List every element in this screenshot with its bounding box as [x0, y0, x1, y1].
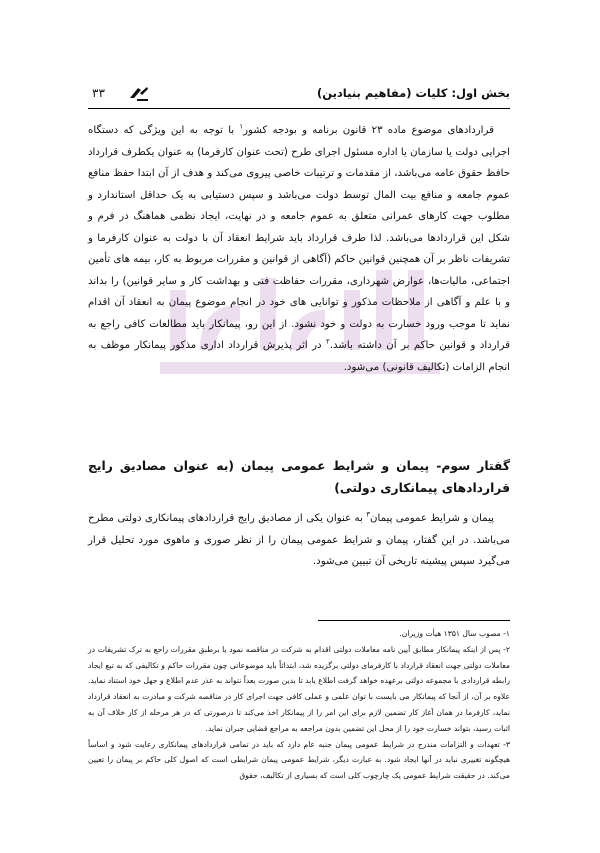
section-text-part: به عنوان یکی از مصادیق رایج قراردادهای پیمانکاری دولتی مطرح می‌باشد. در این گفتار، پیمان و شرایط عمومی پیمان را از نظر صوری و ماهوی مورد تحلیل قرار می‌گیرد سپس پیشینه تاریخی آن تبیین می‌شود.	[88, 513, 510, 567]
footnote-2: ۲- پس از اینکه پیمانکار مطابق آیین نامه معاملات دولتی اقدام به شرکت در مناقصه نمود یا برطبق مقررات راجع به ترک تشریفات در معاملات دولتی جهت انعقاد قرارداد با کارفرمای دولتی برگزیده شد، ابتدائاً باید موضوعاتی چون مقررات حاکم و تکالیفی که به تبع ایجاد رابطه قراردادی با مجموعه دولتی برعهده خواهد گرفت اطلاع یابد تا بدین صورت بعداً نتواند به عذر عدم اطلاع و جهل خود استناد نماید. علاوه بر آن، از آنجا که پیمانکار می بایست با توان علمی و عملی کافی جهت اجرای کار در مناقصه شرکت و مبادرت به انعقاد قرارداد نماید، کارفرما در همان آغاز کار تضمین لازم برای این امر را از پیمانکار اخذ می‌کند تا درصورتی که در هر مرحله از کار خلاف آن به اثبات رسید، بتواند خسارت خود را از محل این تضمین بدون مراجعه به مراجع قضایی جبران نماید.	[88, 644, 510, 733]
section-heading: گفتار سوم- پیمان و شرایط عمومی پیمان (به عنوان مصادیق رایج قراردادهای پیمانکاری دولتی)	[88, 459, 510, 495]
section-text-part: پیمان و شرایط عمومی پیمان	[370, 513, 494, 524]
footnotes	[88, 626, 510, 784]
header-rule	[88, 108, 510, 109]
page-number: ۳۳	[92, 86, 105, 100]
footnote-ref[interactable]: ۱	[239, 122, 244, 131]
body-text-part: در اثر پذیرش قرارداد اداری مذکور پیمانکار موظف به انجام الزامات (تکالیف قانونی) می‌شود.	[88, 340, 510, 373]
footnote-separator	[318, 620, 510, 621]
body-paragraph	[88, 120, 510, 378]
footnote-ref[interactable]: ۲	[326, 337, 330, 346]
footnote-ref[interactable]: ۳	[366, 510, 371, 519]
body-text-part: با توجه به این ویژگی که دستگاه اجرایی دولت یا سازمان یا اداره مسئول اجرای طرح (تحت عنوان کارفرما) به عنوان یکطرف قرارداد حافظ حقوق عامه می‌باشد، از مقدمات و ترتیبات خاصی پیروی می‌کند و هدف از آن ابتدا حفظ منافع عموم جامعه و منافع بیت المال توسط دولت می‌باشد و سپس دستیابی به یک حداقل استاندارد و مطلوب جهت کارهای عمرانی متعلق به عموم جامعه و در نهایت، ایجاد نظمی هماهنگ در فرم و شکل این قراردادها می‌باشد. لذا طرف قرارداد باید شرایط انعقاد آن با دولت به عنوان کارفرما و تشریفات ناظر بر آن همچنین قوانین حاکم (آگاهی از قوانین و مقررات مربوط به کار، بیمه های تأمین اجتماعی، مالیات‌ها، عوارض شهرداری، مقررات حفاظت فنی و بهداشت کار و سایر قوانین) را بداند و با علم و آگاهی از ملاحظات مذکور و توانایی های خود در انجام موضوع پیمان به انعقاد آن اقدام نماید تا موجب ورود خسارت به دولت و خود نشود. از این رو، پیمانکار باید مطالعات کافی راجع به قرارداد و قوانین حاکم بر آن داشته باشد.	[88, 125, 510, 351]
footnote-3: ۳- تعهدات و التزامات مندرج در شرایط عمومی پیمان جنبه عام دارد که باید در تمامی قراردادهای پیمانکاری رعایت شود و اساساً هیچگونه تغییری نباید در آنها ایجاد شود. به عبارت دیگر، شرایط عمومی پیمان شرایطی است که اصول کلی حاکم بر پیمان را تعیین می‌کند. در حقیقت شرایط عمومی یک چارچوب کلی است که بسیاری از تکالیف، حقوق	[88, 739, 510, 781]
publisher-logo-icon	[128, 84, 150, 102]
body-text-part: قراردادهای موضوع ماده ۲۳ قانون برنامه و بودجه کشور	[243, 125, 494, 136]
header-title: بخش اول: کلیات (مفاهیم بنیادین)	[316, 86, 510, 100]
running-header	[88, 84, 510, 106]
footnote-1: ۱- مصوب سال ۱۳۵۱ هیأت وزیران.	[399, 629, 510, 638]
section-paragraph	[88, 508, 510, 573]
